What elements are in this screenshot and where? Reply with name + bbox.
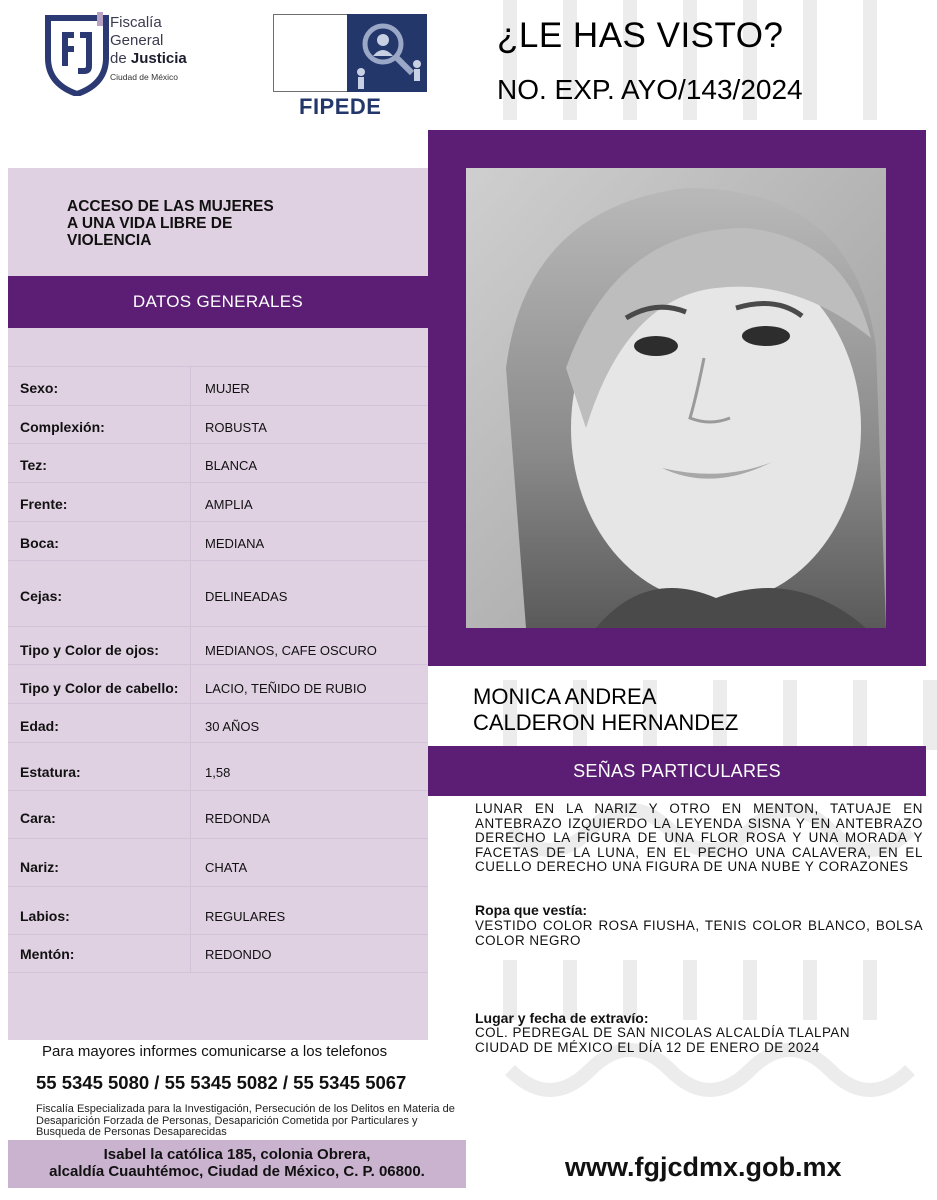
search-people-icon (347, 14, 427, 92)
row-divider (8, 482, 428, 483)
address-line: Isabel la católica 185, colonia Obrera, (103, 1146, 371, 1163)
location-line: CIUDAD DE MÉXICO EL DÍA 12 DE ENERO DE 2024 (475, 1039, 820, 1055)
fiscalia-description: Fiscalía Especializada para la Investigación, Persecución de los Delitos en Materia de Desaparición Forzada de Personas, Desaparición Cometida por Particulares y Busqueda de Personas Desaparecidas (36, 1103, 455, 1138)
row-divider (8, 742, 428, 743)
data-row-value: REGULARES (205, 909, 286, 924)
distinguishing-marks-header: SEÑAS PARTICULARES (428, 746, 926, 796)
row-divider (8, 838, 428, 839)
data-row-label: Complexión: (20, 419, 105, 435)
data-row-value: LACIO, TEÑIDO DE RUBIO (205, 681, 367, 696)
general-data-header: DATOS GENERALES (8, 276, 428, 328)
mission-line: A UNA VIDA LIBRE DE (67, 215, 233, 232)
location-label: Lugar y fecha de extravío: (475, 1010, 649, 1026)
location-line: COL. PEDREGAL DE SAN NICOLAS ALCALDÍA TLALPAN (475, 1025, 851, 1040)
fgj-line-1: Fiscalía (110, 14, 162, 31)
fgj-line-3 (110, 50, 187, 68)
data-row-label: Tez: (20, 457, 47, 473)
data-row-value: 30 AÑOS (205, 719, 260, 734)
data-row-label: Nariz: (20, 859, 59, 875)
fipede-label: FIPEDE (299, 94, 382, 119)
data-row-label: Labios: (20, 908, 70, 924)
row-divider (8, 366, 428, 367)
data-row-label: Tipo y Color de ojos: (20, 642, 159, 658)
data-row-label: Estatura: (20, 764, 81, 780)
page-title: ¿LE HAS VISTO? (497, 16, 784, 55)
clothing-text: VESTIDO COLOR ROSA FIUSHA, TENIS COLOR BLANCO, BOLSA COLOR NEGRO (475, 918, 923, 948)
data-row-value: 1,58 (205, 765, 231, 780)
person-photo-icon (466, 168, 886, 628)
row-divider (8, 790, 428, 791)
mission-statement (67, 198, 347, 249)
column-divider (190, 366, 191, 972)
row-divider (8, 664, 428, 665)
row-divider (8, 972, 428, 973)
fgj-name (110, 14, 187, 83)
data-row-label: Tipo y Color de cabello: (20, 680, 179, 696)
fgj-word-justicia: Justicia (130, 50, 187, 67)
data-row-label: Frente: (20, 496, 68, 512)
fgj-city: Ciudad de México (110, 72, 179, 82)
data-row-value: BLANCA (205, 458, 258, 473)
distinguishing-marks-text: LUNAR EN LA NARIZ Y OTRO EN MENTON, TATUAJE EN ANTEBRAZO IZQUIERDO LA LEYENDA SISNA Y EN ANTEBRAZO DERECHO LA FIGURA DE UNA FLOR ROSA Y UNA MORADA Y FACETAS DE LA LUNA, EN EL PECHO UNA CALAVERA, EN EL CUELLO DERECHO UNA FIGURA DE UNA NUBE Y CORAZONES (475, 801, 923, 875)
data-row-value: MEDIANOS, CAFE OSCURO (205, 643, 377, 658)
data-row-value: CHATA (205, 860, 248, 875)
fgj-shield-icon (44, 12, 110, 96)
fipede-logo (273, 14, 427, 120)
row-divider (8, 560, 428, 561)
data-row-value: REDONDA (205, 811, 271, 826)
row-divider (8, 934, 428, 935)
row-divider (8, 443, 428, 444)
data-row-label: Cara: (20, 810, 56, 826)
person-name (473, 684, 738, 736)
row-divider (8, 703, 428, 704)
fgj-word-de: de (110, 50, 127, 67)
data-row-value: MEDIANA (205, 536, 265, 551)
missing-person-photo (466, 168, 886, 628)
data-row-label: Mentón: (20, 946, 75, 962)
data-row-label: Cejas: (20, 588, 63, 604)
name-line: CALDERON HERNANDEZ (473, 710, 739, 735)
address (8, 1146, 466, 1180)
phone-numbers: 55 5345 5080 / 55 5345 5082 / 55 5345 5067 (36, 1072, 407, 1093)
data-row-value: ROBUSTA (205, 420, 267, 435)
data-row-value: REDONDO (205, 947, 272, 962)
contact-title: Para mayores informes comunicarse a los telefonos (42, 1043, 388, 1060)
data-row-label: Edad: (20, 718, 59, 734)
row-divider (8, 405, 428, 406)
row-divider (8, 886, 428, 887)
address-line: alcaldía Cuauhtémoc, Ciudad de México, C. P. 06800. (49, 1163, 425, 1180)
fgj-line-2: General (110, 32, 164, 49)
mission-line: ACCESO DE LAS MUJERES (67, 198, 274, 215)
location-text (475, 1026, 923, 1055)
data-row-value: DELINEADAS (205, 589, 288, 604)
website-url: www.fgjcdmx.gob.mx (565, 1152, 842, 1182)
case-number: NO. EXP. AYO/143/2024 (497, 74, 803, 105)
name-line: MONICA ANDREA (473, 684, 657, 709)
data-row-label: Boca: (20, 535, 59, 551)
clothing-label: Ropa que vestía: (475, 902, 588, 918)
data-row-value: AMPLIA (205, 497, 253, 512)
data-row-label: Sexo: (20, 380, 59, 396)
mission-line: VIOLENCIA (67, 232, 152, 249)
data-row-value: MUJER (205, 381, 250, 396)
row-divider (8, 521, 428, 522)
row-divider (8, 626, 428, 627)
